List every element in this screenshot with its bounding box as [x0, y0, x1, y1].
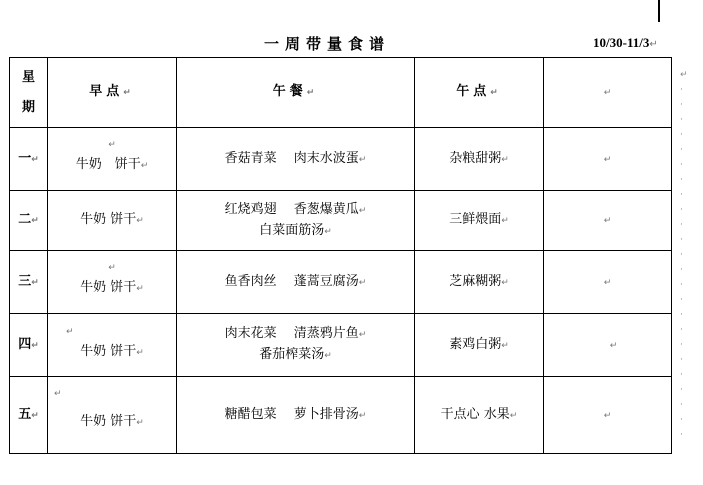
row-snack: 芝麻糊粥↵	[415, 251, 544, 314]
row-snack: 干点心 水果↵	[415, 377, 544, 454]
menu-table	[9, 57, 672, 454]
row-day: 二↵	[10, 191, 48, 251]
page-title: 一周带量食谱	[264, 35, 391, 53]
row-extra: ↵	[544, 191, 672, 251]
table-row	[10, 191, 672, 251]
row-end-marks: ↵ · · · · · · · · · · · · · · · · · · · · · · · ·	[680, 70, 688, 440]
row-lunch: 鱼香肉丝 蓬蒿豆腐汤↵	[177, 251, 415, 314]
table-row	[10, 377, 672, 454]
table-header-row	[10, 58, 672, 128]
header-lunch: 午餐↵	[177, 58, 415, 128]
row-lunch: 肉末花菜 清蒸鸦片鱼↵ 番茄榨菜汤↵	[177, 314, 415, 377]
row-day: 三↵	[10, 251, 48, 314]
row-day: 一↵	[10, 128, 48, 191]
row-snack: 素鸡白粥↵	[415, 314, 544, 377]
row-day: 四↵	[10, 314, 48, 377]
header-day-label: 星期	[21, 69, 35, 115]
row-extra: ↵	[544, 251, 672, 314]
header-breakfast: 早点↵	[48, 58, 177, 128]
row-breakfast: ↵ 牛奶 饼干↵	[48, 251, 177, 314]
row-lunch: 红烧鸡翅 香葱爆黄瓜↵ 白菜面筋汤↵	[177, 191, 415, 251]
header-snack: 午点↵	[415, 58, 544, 128]
row-lunch: 糖醋包菜 萝卜排骨汤↵	[177, 377, 415, 454]
row-breakfast: 牛奶 饼干↵	[48, 191, 177, 251]
date-range: 10/30-11/3↵	[593, 35, 658, 50]
row-lunch: 香菇青菜 肉末水波蛋↵	[177, 128, 415, 191]
row-snack: 三鲜煨面↵	[415, 191, 544, 251]
row-breakfast: ↵ 牛奶 饼干↵	[48, 314, 177, 377]
row-snack: 杂粮甜粥↵	[415, 128, 544, 191]
table-row	[10, 314, 672, 377]
row-extra: ↵	[544, 377, 672, 454]
header-day	[10, 58, 48, 128]
table-row	[10, 251, 672, 314]
row-extra: ↵	[544, 314, 672, 377]
row-breakfast: ↵ 牛奶 饼干↵	[48, 377, 177, 454]
header-extra: ↵	[544, 58, 672, 128]
row-extra: ↵	[544, 128, 672, 191]
table-row	[10, 128, 672, 191]
row-day: 五↵	[10, 377, 48, 454]
row-breakfast: ↵ 牛奶 饼干↵	[48, 128, 177, 191]
text-cursor	[658, 0, 660, 22]
